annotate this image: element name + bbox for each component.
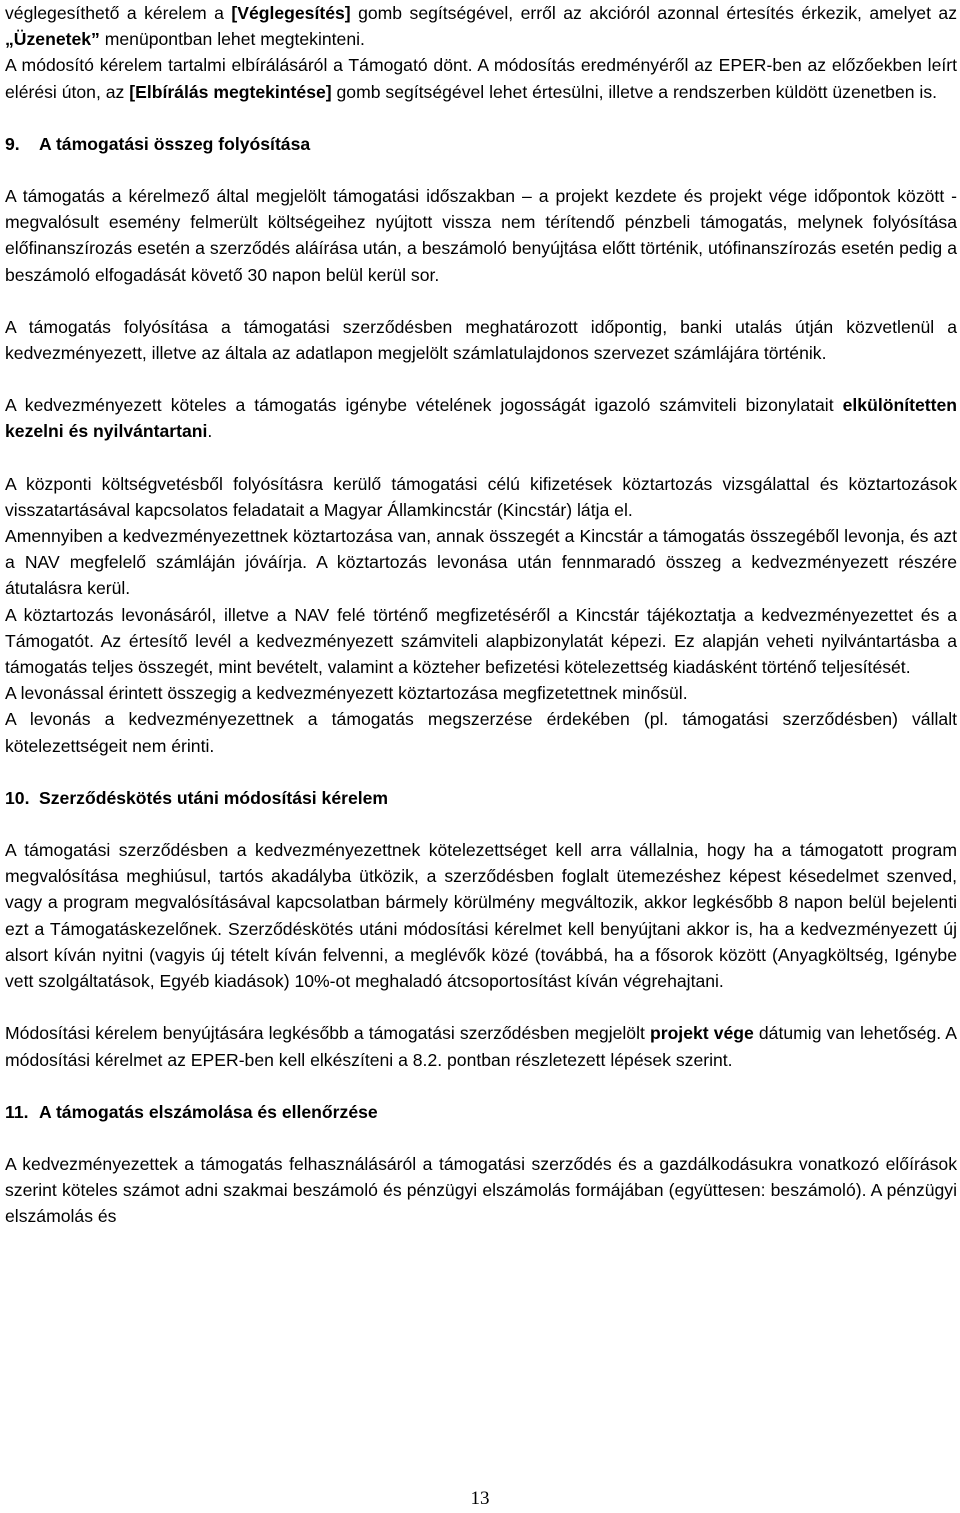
emphasis-text: projekt vége [649,1023,754,1044]
text-run: Módosítási kérelem benyújtására legkésőbb a támogatási szerződésben megjelölt [5,1023,650,1044]
messages-menu-reference: „Üzenetek” [5,29,100,50]
section9-paragraph-6: A köztartozás levonásáról, illetve a NAV felé történő megfizetéséről a Kincstár tájékoztatja a kedvezményezettet és a Támogatót. Az értesítő levél a kedvezményezett számviteli alapbizonylatát képezi. Ez alapján veheti nyilvántartásba a támogatás teljes összegét, mint bevételt, valamint a közteher befizetési kötelezettség kiadásként történő teljesítését. [5,604,957,678]
section9-paragraph-8: A levonás a kedvezményezettnek a támogatás megszerzése érdekében (pl. támogatási szerződésben) vállalt kötelezettségeit nem érinti. [5,709,957,756]
text-run: A kedvezményezett köteles a támogatás igénybe vételének jogosságát igazoló számviteli bizonylatait [5,395,843,416]
section-number: 11. [5,1101,29,1122]
intro-paragraph-2 [5,52,957,104]
section-number: 10. [5,787,30,808]
section-title: A támogatási összeg folyósítása [39,133,311,154]
section10-paragraph-2 [5,1020,957,1072]
document-body [5,0,957,1230]
page-number: 13 [470,1488,490,1509]
text-run: gomb segítségével lehet értesülni, illetve a rendszerben küldött üzenetben is. [331,81,938,102]
text-run: A módosító kérelem tartalmi elbírálásáról a Támogató dönt. A módosítás eredményéről az EPER-ben az előzőekben leírt elérési úton, az [5,55,957,102]
emphasis-text: elkülönítetten kezelni és nyilvántartani [5,395,957,442]
section9-paragraph-4: A központi költségvetésből folyósításra kerülő támogatási célú kifizetések köztartozás vizsgálattal és köztartozások visszatartásával kapcsolatos feladatait a Magyar Államkincstár (Kincstár) látja el. [5,473,957,520]
section-title: A támogatás elszámolása és ellenőrzése [39,1101,378,1122]
section-heading-9 [5,131,957,157]
section10-paragraph-1: A támogatási szerződésben a kedvezményezettnek kötelezettséget kell arra vállalnia, hogy ha a támogatott program megvalósítása meghiúsul, tartós akadályba ütközik, a szerződésben foglalt ütemezéshez képest késedelmet szenved, vagy a program megvalósításával kapcsolatban bármely körülmény megváltozik, akkor legkésőbb 8 napon belül bejelenti ezt a Támogatáskezelőnek. Szerződéskötés utáni módosítási kérelmet kell benyújtani akkor is, ha a kedvezményezett új alsort kíván nyitni (vagyis új tételt kíván felvenni, a meglévők közé (továbbá, ha a fősorok között (Anyagköltség, Igénybe vett szolgáltatások, Egyéb kiadások) 10%-ot meghaladó átcsoportosítást kíván végrehajtani. [5,840,957,992]
section11-paragraph-1: A kedvezményezettek a támogatás felhasználásáról a támogatási szerződés és a gazdálkodásukra vonatkozó előírások szerint köteles számot adni szakmai beszámoló és pénzügyi elszámolás formájában (együttesen: beszámoló). A pénzügyi elszámolás és [5,1153,957,1227]
text-run: gomb segítségével, erről az akcióról azonnal értesítés érkezik, amelyet az [350,3,957,23]
section-heading-10 [5,785,957,811]
section9-paragraph-3 [5,392,957,444]
text-run: . [207,421,213,442]
section9-paragraph-1: A támogatás a kérelmező által megjelölt támogatási időszakban – a projekt kezdete és projekt vége időpontok között - megvalósult esemény felmerült költségeihez nyújtott vissza nem térítendő pénzbeli támogatás, melynek folyósítása előfinanszírozás esetén a szerződés aláírása után, a beszámoló benyújtása előtt történik, utófinanszírozás esetén pedig a beszámoló elfogadását követő 30 napon belül kerül sor. [5,186,957,285]
view-decision-button-reference: [Elbírálás megtekintése] [129,81,332,102]
section-number: 9. [5,133,20,154]
section-title: Szerződéskötés utáni módosítási kérelem [39,787,389,808]
intro-paragraph-1 [5,0,957,52]
text-run: menüpontban lehet megtekinteni. [99,29,365,50]
section9-paragraph-7: A levonással érintett összegig a kedvezményezett köztartozása megfizetettnek minősül. [5,683,688,704]
section9-paragraph-2: A támogatás folyósítása a támogatási szerződésben meghatározott időpontig, banki utalás útján közvetlenül a kedvezményezett, illetve az általa az adatlapon megjelölt számlatulajdonos szervezet számlájára történik. [5,316,957,364]
text-run: véglegesíthető a kérelem a [5,3,232,23]
section-heading-11 [5,1099,957,1125]
text-run: dátumig van lehetőség. A módosítási kérelmet az EPER-ben kell elkészíteni a 8.2. pontban részletezett lépések szerint. [5,1023,958,1070]
section9-paragraph-5: Amennyiben a kedvezményezettnek köztartozása van, annak összegét a Kincstár a támogatás összegéből levonja, és azt a NAV megfelelő számláján jóváírja. A köztartozás levonása után fennmaradó összeg a kedvezményezett részére átutalásra kerül. [5,526,957,599]
finalize-button-reference: [Véglegesítés] [231,3,351,23]
